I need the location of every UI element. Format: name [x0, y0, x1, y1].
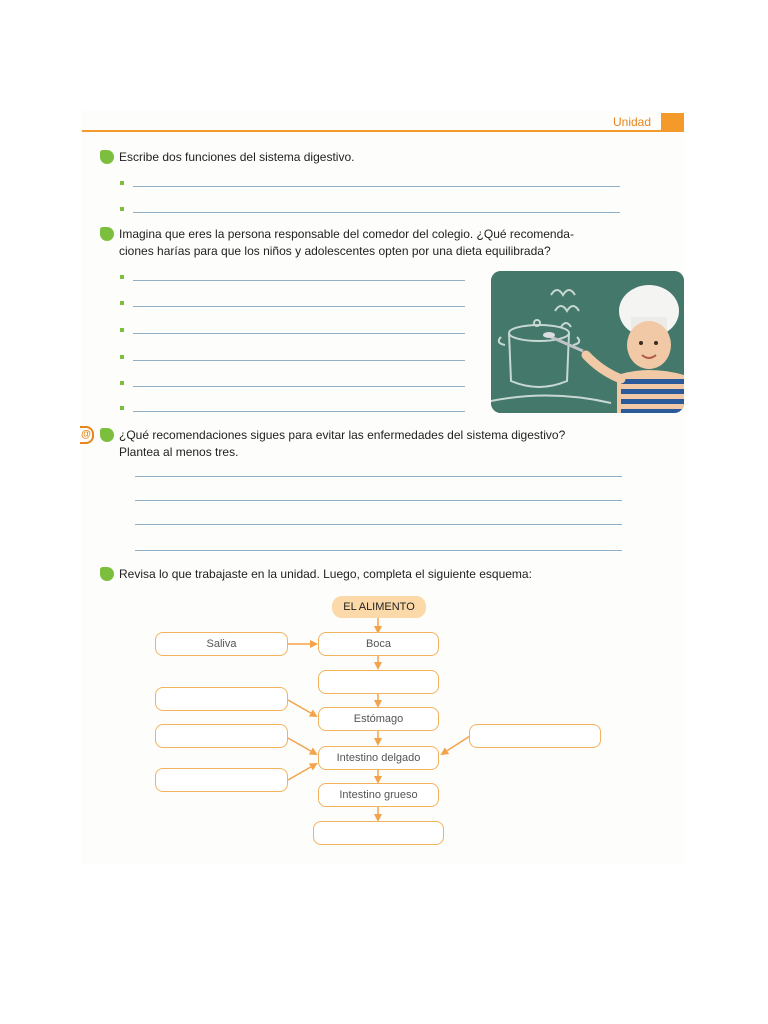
digital-resource-icon[interactable]: @: [80, 426, 94, 444]
question-3-line-1: ¿Qué recomendaciones sigues para evitar las enfermedades del sistema digestivo?: [119, 428, 566, 442]
blank-box-left-1[interactable]: [155, 687, 288, 711]
intestino-grueso-box: Intestino grueso: [318, 783, 439, 807]
blank-box-left-2[interactable]: [155, 724, 288, 748]
blank-box-final[interactable]: [313, 821, 444, 845]
arrow-left2-to-intestino: [288, 738, 316, 754]
blank-box-after-boca[interactable]: [318, 670, 439, 694]
estomago-box: Estómago: [318, 707, 439, 731]
blank-box-left-3[interactable]: [155, 768, 288, 792]
question-3-line-2: Plantea al menos tres.: [119, 445, 239, 459]
arrow-left3-to-intestino: [288, 764, 316, 780]
question-1-text: Escribe dos funciones del sistema digestivo.: [119, 150, 355, 164]
boca-box: Boca: [318, 632, 439, 656]
arrow-right-to-intestino: [442, 736, 470, 754]
unit-label: Unidad: [613, 115, 652, 129]
question-4-text: Revisa lo que trabajaste en la unidad. Luego, completa el siguiente esquema:: [119, 567, 532, 581]
arrow-left1-to-estomago: [288, 700, 316, 716]
question-2-line-1: Imagina que eres la persona responsable del comedor del colegio. ¿Qué recomenda-: [119, 227, 574, 241]
blank-box-right[interactable]: [469, 724, 601, 748]
saliva-box: Saliva: [155, 632, 288, 656]
question-2-line-2: ciones harías para que los niños y adolescentes opten por una dieta equilibrada?: [119, 244, 551, 258]
intestino-delgado-box: Intestino delgado: [318, 746, 439, 770]
diagram-title-box: EL ALIMENTO: [332, 596, 426, 618]
